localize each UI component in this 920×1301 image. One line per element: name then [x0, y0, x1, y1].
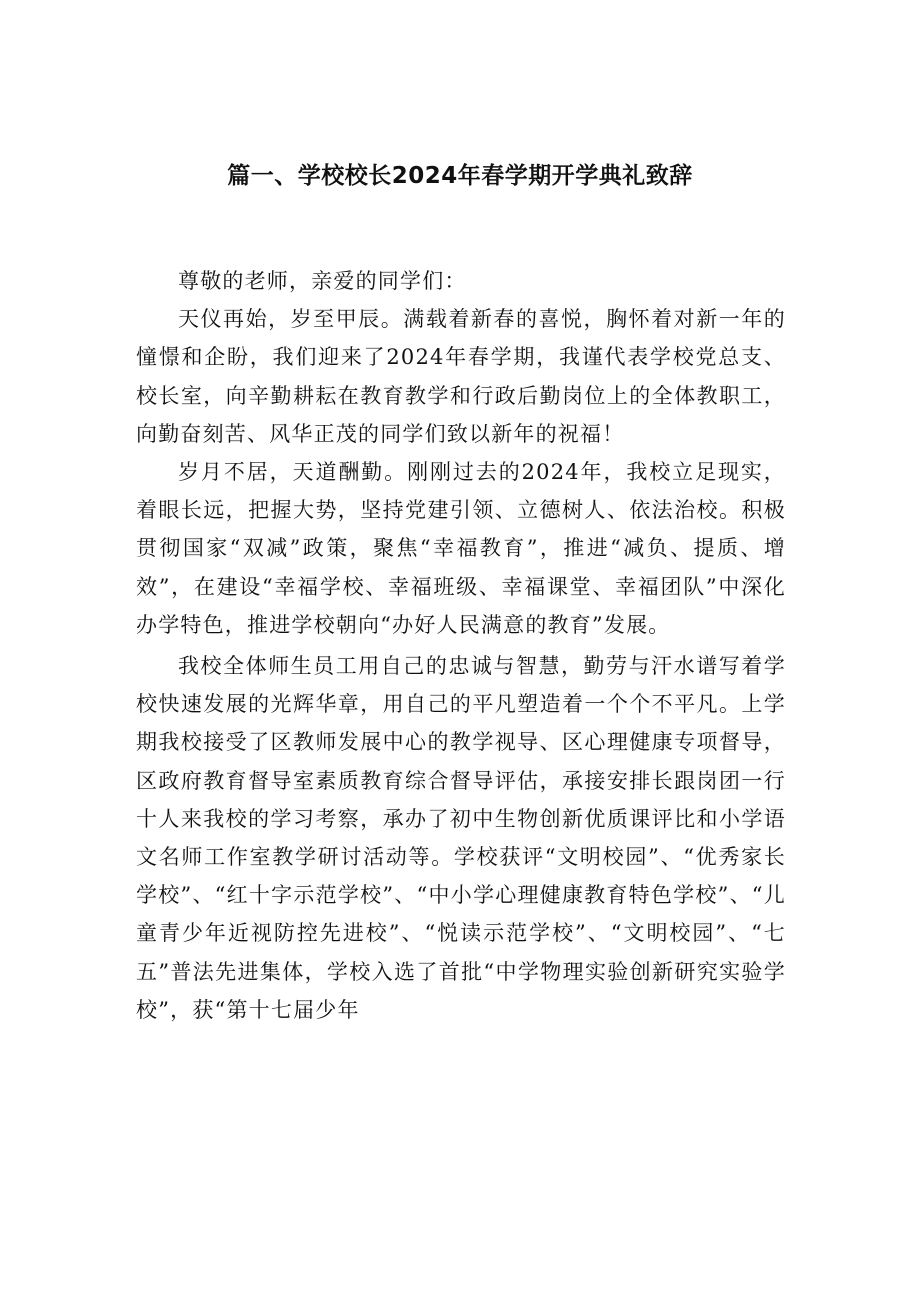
paragraph-1: 天仪再始，岁至甲辰。满载着新春的喜悦，胸怀着对新一年的憧憬和企盼，我们迎来了2024年春学期，我谨代表学校党总支、校长室，向辛勤耕耘在教育教学和行政后勤岗位上的全体教职工，向勤奋刻苦、风华正茂的同学们致以新年的祝福！ [136, 307, 786, 446]
paragraph-3: 我校全体师生员工用自己的忠诚与智慧，勤劳与汗水谱写着学校快速发展的光辉华章，用自己的平凡塑造着一个个不平凡。上学期我校接受了区教师发展中心的教学视导、区心理健康专项督导，区政府教育督导室素质教育综合督导评估，承接安排长跟岗团一行十人来我校的学习考察，承办了初中生物创新优质课评比和小学语文名师工作室教学研讨活动等。学校获评“文明校园”、“优秀家长学校”、“红十字示范学校”、“中小学心理健康教育特色学校”、“儿童青少年近视防控先进校”、“悦读示范学校”、“文明校园”、“七五”普法先进集体，学校入选了首批“中学物理实验创新研究实验学校”，获“第十七届少年 [136, 654, 786, 1022]
document-title: 篇一、学校校长2024年春学期开学典礼致辞 [227, 163, 693, 189]
document-body [136, 262, 786, 1029]
salutation: 尊敬的老师，亲爱的同学们： [178, 269, 467, 293]
paragraph-2: 岁月不居，天道酬勤。刚刚过去的2024年，我校立足现实，着眼长远，把握大势，坚持党建引领、立德树人、依法治校。积极贯彻国家“双减”政策，聚焦“幸福教育”，推进“减负、提质、增效”，在建设“幸福学校、幸福班级、幸福课堂、幸福团队”中深化办学特色，推进学校朝向“办好人民满意的教育”发展。 [136, 460, 786, 637]
